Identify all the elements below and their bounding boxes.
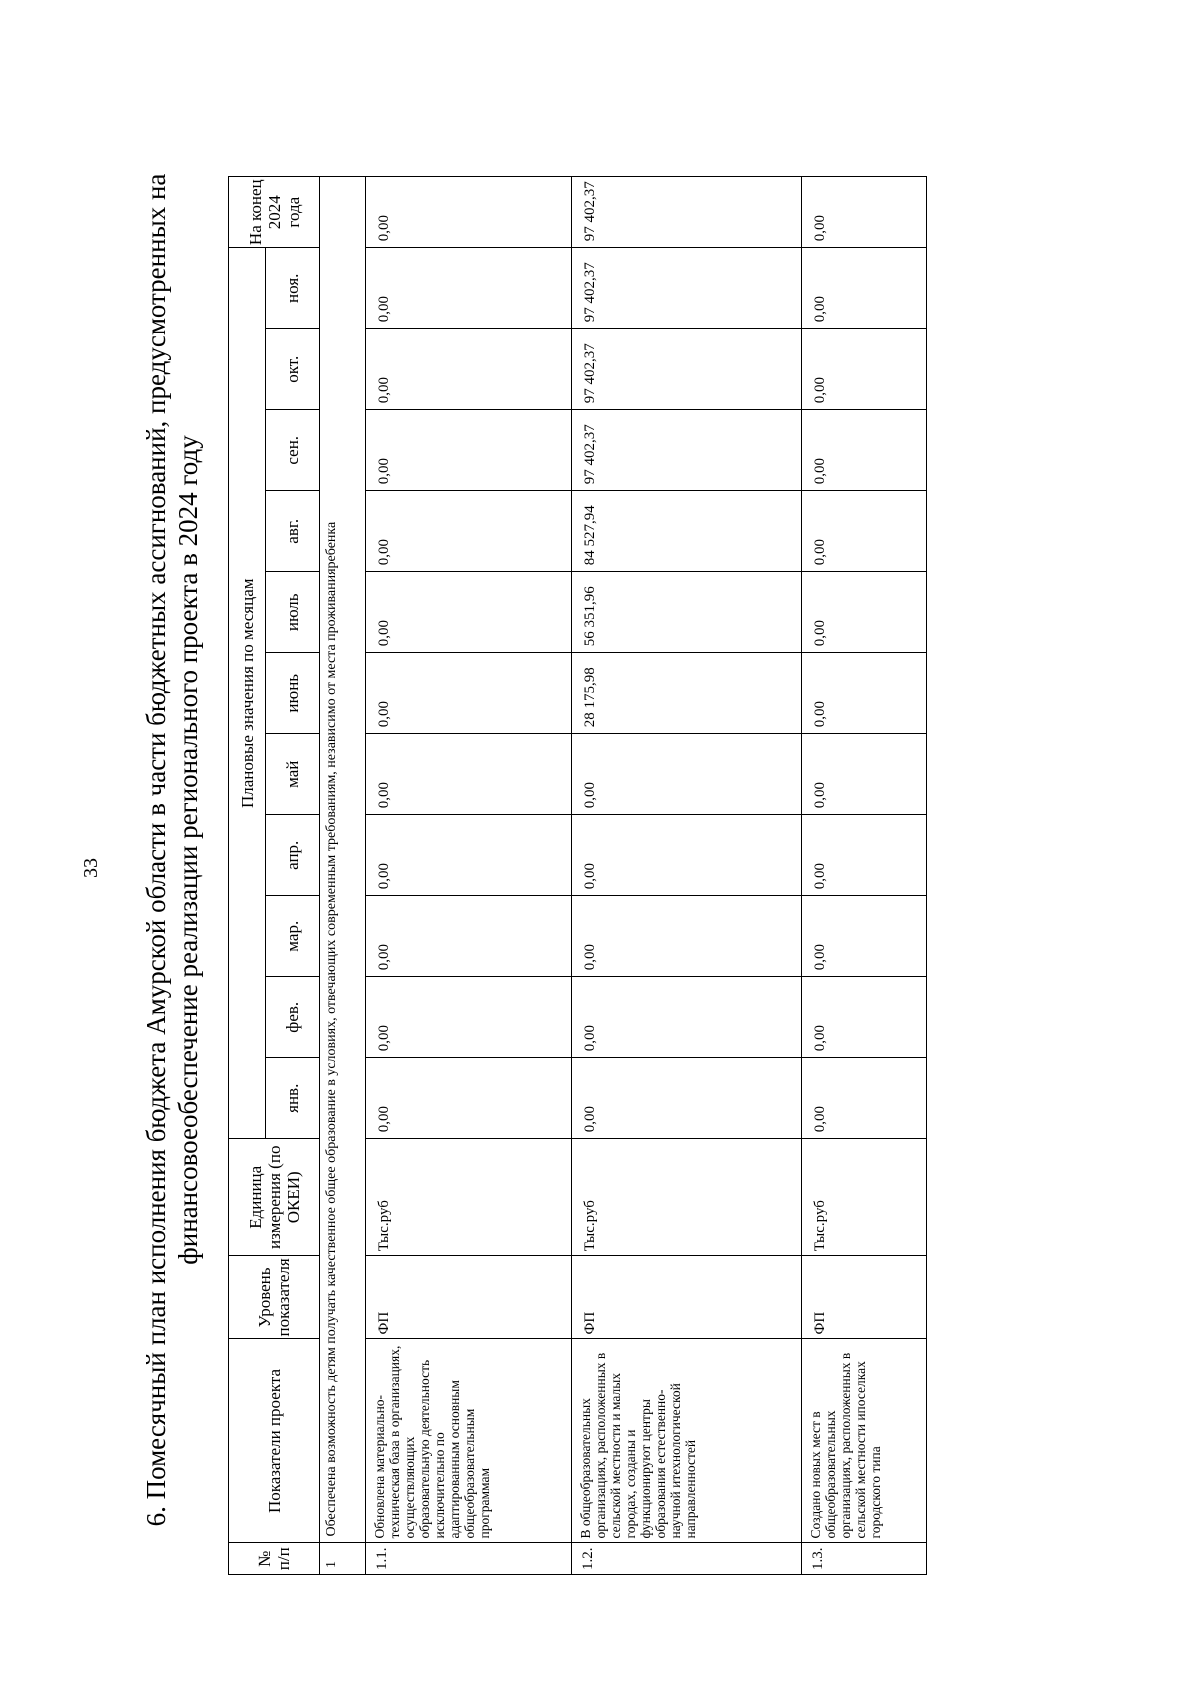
row-value: 0,00	[366, 1058, 572, 1139]
header-month: авг.	[266, 491, 320, 572]
row-value: 0,00	[366, 572, 572, 653]
row-unit: Тыс.руб	[572, 1139, 802, 1256]
header-num: № п/п	[229, 1543, 320, 1575]
row-value: 0,00	[366, 977, 572, 1058]
row-value: 0,00	[366, 491, 572, 572]
header-month: июнь	[266, 653, 320, 734]
section-row	[320, 177, 366, 1575]
header-month: мар.	[266, 896, 320, 977]
row-level: ФП	[802, 1256, 927, 1339]
row-num: 1.2.	[572, 1543, 802, 1575]
row-value: 0,00	[572, 896, 802, 977]
row-value: 0,00	[572, 815, 802, 896]
row-value: 0,00	[366, 815, 572, 896]
title-line-2: финансовоеобеспечение реализации регионального проекта в 2024 году	[173, 435, 203, 1265]
row-end-value: 0,00	[366, 177, 572, 248]
row-value: 0,00	[366, 734, 572, 815]
row-value: 0,00	[802, 977, 927, 1058]
row-level: ФП	[366, 1256, 572, 1339]
header-indicator: Показатели проекта	[229, 1339, 320, 1543]
row-value: 97 402,37	[572, 248, 802, 329]
row-value: 56 351,96	[572, 572, 802, 653]
row-unit: Тыс.руб	[366, 1139, 572, 1256]
document-title	[140, 140, 204, 1560]
section-num: 1	[320, 1543, 366, 1575]
row-value: 0,00	[802, 410, 927, 491]
header-level: Уровень показателя	[229, 1256, 320, 1339]
header-month: июль	[266, 572, 320, 653]
row-value: 0,00	[802, 248, 927, 329]
row-value: 28 175,98	[572, 653, 802, 734]
row-end-value: 0,00	[802, 177, 927, 248]
row-value: 84 527,94	[572, 491, 802, 572]
row-num: 1.3.	[802, 1543, 927, 1575]
row-value: 0,00	[572, 734, 802, 815]
row-value: 0,00	[802, 329, 927, 410]
row-value: 0,00	[802, 491, 927, 572]
table-row	[572, 177, 802, 1575]
budget-plan-table	[228, 176, 927, 1575]
header-end-of-year: На конец 2024 года	[229, 177, 320, 248]
row-value: 0,00	[802, 653, 927, 734]
header-planned-group: Плановые значения по месяцам	[229, 248, 266, 1139]
row-value: 0,00	[802, 815, 927, 896]
page-number: 33	[80, 858, 102, 878]
row-value: 0,00	[802, 896, 927, 977]
header-month: ноя.	[266, 248, 320, 329]
row-value: 0,00	[366, 653, 572, 734]
header-month: янв.	[266, 1058, 320, 1139]
header-unit: Единица измерения (по ОКЕИ)	[229, 1139, 320, 1256]
row-value: 0,00	[802, 572, 927, 653]
row-value: 0,00	[366, 896, 572, 977]
table-row	[366, 177, 572, 1575]
row-value: 0,00	[802, 1058, 927, 1139]
row-indicator: Создано новых мест в общеобразовательных организациях, расположенных в сельской местности ипоселках городского типа	[802, 1339, 927, 1543]
header-month: апр.	[266, 815, 320, 896]
header-month: май	[266, 734, 320, 815]
section-text: Обеспечена возможность детям получать качественное общее образование в условиях, отвечающих современным требованиям, независимо от места проживанияребенка	[320, 177, 366, 1543]
row-value: 97 402,37	[572, 410, 802, 491]
row-end-value: 97 402,37	[572, 177, 802, 248]
row-value: 0,00	[802, 734, 927, 815]
row-value: 0,00	[572, 977, 802, 1058]
row-num: 1.1.	[366, 1543, 572, 1575]
row-unit: Тыс.руб	[802, 1139, 927, 1256]
row-value: 0,00	[366, 248, 572, 329]
row-level: ФП	[572, 1256, 802, 1339]
row-value: 0,00	[366, 410, 572, 491]
row-value: 0,00	[572, 1058, 802, 1139]
row-indicator: В общеобразовательных организациях, расположенных в сельской местности и малых городах, созданы и функционируют центры образования естественно-научной итехнологической направленностей	[572, 1339, 802, 1543]
row-value: 97 402,37	[572, 329, 802, 410]
header-month: фев.	[266, 977, 320, 1058]
row-indicator: Обновлена материально-техническая база в организациях, осуществляющих образовательную деятельность исключительно по адаптированным основным общеобразовательным программам	[366, 1339, 572, 1543]
header-month: сен.	[266, 410, 320, 491]
table-row	[802, 177, 927, 1575]
row-value: 0,00	[366, 329, 572, 410]
title-line-1: 6. Помесячный план исполнения бюджета Амурской области в части бюджетных ассигнований, предусмотренных на	[141, 173, 171, 1527]
header-month: окт.	[266, 329, 320, 410]
